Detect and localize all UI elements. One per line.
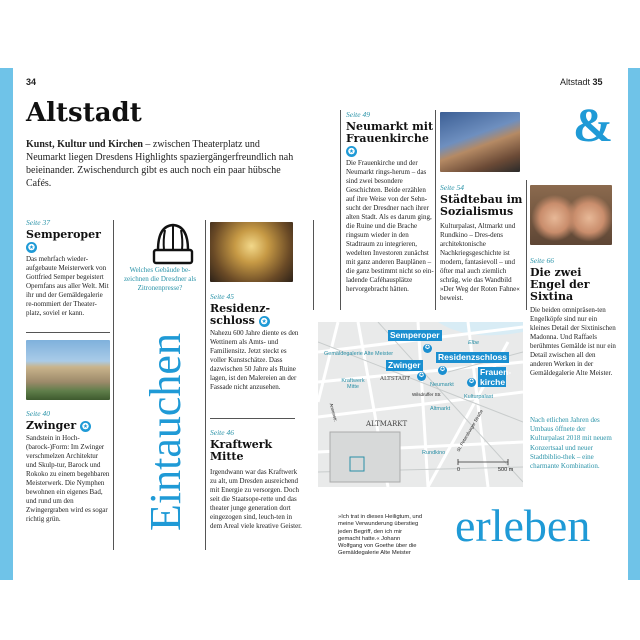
residenzschloss-photo	[210, 222, 293, 282]
entry-title-text: Neumarkt mit Frauenkirche	[346, 120, 434, 145]
page-ref: Seite 46	[210, 428, 234, 437]
entry-residenzschloss	[210, 292, 302, 392]
map-star-icon: ✪	[439, 367, 446, 373]
right-edge-bar	[628, 68, 640, 580]
entry-text: Das mehrfach wieder-aufgebaute Meisterwerk von Gottfried Semper begeistert Opernfans aus aller Welt. Mit ihr und der Gemäldegalerie re-nommiert der Theater-platz, soviel er kann.	[26, 255, 109, 317]
map-tag-zwinger[interactable]: Zwinger	[388, 360, 421, 370]
quiz-question: Welches Gebäude be-zeichnen die Dresdner als Zitronenpresse?	[123, 266, 197, 292]
map-label: St. Petersburger Straße	[455, 408, 484, 453]
entry-title-text: Residenz-schloss	[210, 302, 271, 327]
intro-bold: Kunst, Kultur und Kirchen	[26, 139, 143, 150]
divider	[526, 180, 527, 310]
divider	[205, 220, 206, 550]
map-tag-semperoper[interactable]: Semperoper	[390, 330, 440, 340]
page-ref: Seite 45	[210, 292, 234, 301]
star-icon: ✪	[26, 242, 37, 253]
entry-semperoper	[26, 218, 110, 318]
entry-title: Kraftwerk Mitte	[210, 438, 273, 463]
entry-text: Die Frauenkirche und der Neumarkt rings-herum – das sind zwei besondere Geschichten. Beide erzählen auf ihre Weise von der Sehn-sucht der Dresdner nach ihrer alten Stadt. Als es darum ging, die Ruine und die Brache ringsum wieder in den Stadtraum zu integrieren, wedelten Investoren zunächst mit ganz anderen Bauplänen – die ganz bestimmt nicht so ein-ladende Caféhausplätze hervorgebracht hätten.	[346, 159, 434, 293]
page-ref: Seite 37	[26, 218, 50, 227]
entry-title-text: Zwinger	[26, 419, 77, 432]
page-title: Altstadt	[26, 98, 142, 128]
star-icon: ✪	[80, 421, 91, 432]
page-ref: Seite 54	[440, 183, 464, 192]
kulturpalast-side-note: Nach etlichen Jahren des Umbaus öffnete der Kulturpalast 2018 mit neuem Konzertsaal und neuer Stadtbiblio-thek – eine charmante Kombination.	[530, 416, 612, 471]
divider	[340, 110, 341, 310]
map-label: Kulturpalast	[464, 394, 494, 400]
rule	[26, 332, 110, 333]
lemon-squeezer-dome-icon	[150, 222, 196, 266]
divider	[113, 220, 114, 550]
entry-title	[26, 420, 110, 432]
entry-title	[26, 229, 110, 253]
page-ref: Seite 66	[530, 256, 554, 265]
entry-staedtebau	[440, 183, 526, 303]
entry-text: Die beiden omnipräsen-ten Engelköpfe sind nur ein kleines Detail der Sixtinischen Madonna. Und Raffaels berühmtes Gemälde ist nur ein Detail zwischen all den anderen Werken in der Gemäldegalerie Alte Meister.	[530, 306, 616, 377]
divider	[313, 220, 314, 310]
map-label: Annenstr.	[328, 402, 339, 423]
map-streets	[318, 322, 523, 487]
map-label: Wilsdruffer Str.	[412, 392, 442, 397]
entry-title	[346, 121, 434, 157]
page-ref: Seite 49	[346, 110, 370, 119]
entry-kraftwerk-mitte	[210, 428, 302, 531]
kulturpalast-photo	[440, 112, 520, 172]
goethe-quote: »Ich trat in dieses Heiligtum, und meine Verwunderung überstieg jeden Begriff, den ich mir gemacht hatte.« Johann Wolfgang von Goethe über die Gemäldegalerie Alte Meister	[338, 514, 423, 557]
left-edge-bar	[0, 68, 13, 580]
map-tag-frauenkirche[interactable]: Frauen-kirche	[480, 367, 512, 387]
map-star-icon: ✪	[468, 379, 475, 385]
map-label: Gemäldegalerie Alte Meister	[324, 351, 394, 357]
erleben-word: erleben	[455, 500, 591, 551]
map-tag-residenzschloss[interactable]: Residenzschloss	[438, 352, 507, 362]
entry-zwinger	[26, 409, 110, 524]
entry-text: Irgendwann war das Kraftwerk zu alt, um Dresden ausreichend mit Energie zu versorgen. Doch seit die Staatsope-rette und das theater junge generation dort eingezogen sind, leuch-ten in dem Areal viele kreative Geister.	[210, 468, 302, 530]
star-icon: ✪	[346, 146, 357, 157]
ampersand-decoration: &	[573, 99, 613, 152]
entry-text: Nahezu 600 Jahre diente es den Wettinern als Amts- und Familiensitz. Jetzt steckt es voller Kunstschätze. Dass dazwischen 50 Jahre als Ruine lagen, ist den Malereien an der Fassade nicht anzusehen.	[210, 329, 299, 391]
page-number-right: 35	[592, 77, 603, 87]
section-name: Altstadt	[560, 77, 591, 87]
sistine-angels-photo	[530, 185, 612, 245]
intro-rest: – zwischen Theaterplatz und Neumarkt liegen Dresdens Highlights spaziergängerfreundlich nah beieinander. Zwischendurch gibt es auch noch ein paar hübsche Cafés.	[26, 139, 294, 189]
entry-text: Kulturpalast, Altmarkt und Rundkino – Dres-dens architektonische Nachkriegsgeschichte ist modern, fantasievoll – und öfter mal auch ziemlich schräg, wie das Wandbild »Der Weg der Roten Fahne« beweist.	[440, 222, 520, 302]
map-label: ALTSTADT	[380, 376, 411, 382]
city-map[interactable]	[318, 322, 523, 487]
rule	[210, 418, 295, 419]
map-star-icon: ✪	[424, 345, 431, 351]
intro-text	[26, 138, 296, 190]
map-label: Altmarkt	[430, 406, 451, 412]
entry-title-text: Semperoper	[26, 228, 101, 241]
map-label: Kraftwerk Mitte	[341, 378, 365, 390]
map-scale-zero: 0	[457, 467, 461, 473]
entry-title: Städtebau im Sozialismus	[440, 193, 523, 218]
divider	[435, 110, 436, 310]
running-header-right	[560, 77, 603, 87]
page-number-left: 34	[26, 77, 37, 87]
page-ref: Seite 40	[26, 409, 50, 418]
entry-title	[210, 303, 280, 327]
map-label: Elbe	[468, 340, 480, 346]
entry-sixtina-angels	[530, 256, 616, 378]
zwinger-photo	[26, 340, 110, 400]
entry-neumarkt	[346, 110, 434, 294]
map-label: Neumarkt	[430, 382, 454, 388]
map-scale-end: 500 m	[498, 467, 514, 473]
map-label: ALTMARKT	[366, 420, 408, 428]
map-star-icon: ✪	[418, 373, 425, 379]
entry-text: Sandstein in Hoch-(barock-)Form: Im Zwinger verschmelzen Architektur und Skulp-tur, Barock und Rokoko zu einem begehbaren Meisterwerk. Die Nymphen bewohnen ein eigenes Bad, und rund um den Zwingergraben wird es sogar richtig grün.	[26, 434, 110, 523]
entry-title: Die zwei Engel der Sixtina	[530, 266, 590, 303]
star-icon: ✪	[259, 316, 270, 327]
eintauchen-vertical-word: Eintauchen	[141, 333, 190, 531]
map-label: Rundkino	[422, 450, 446, 456]
